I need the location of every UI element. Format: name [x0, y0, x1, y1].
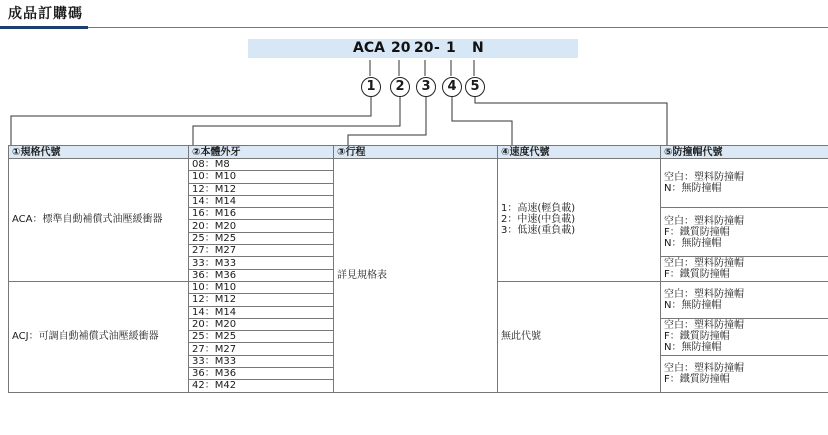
code-dash: - [434, 40, 440, 56]
marker-1: 1 [361, 77, 381, 97]
thread-cell: 10：M10 [189, 171, 334, 183]
thread-cell: 12：M12 [189, 294, 334, 306]
acj-cap-group-2: 空白：塑料防撞帽 F：鐵質防撞帽 N：無防撞帽 [661, 318, 828, 355]
stroke-cell: 詳見規格表 [334, 159, 498, 393]
aca-speed-cell: 1：高速(輕負載) 2：中速(中負載) 3：低速(重負載) [498, 159, 661, 282]
acj-cap-group-1: 空白：塑料防撞帽 N：無防撞帽 [661, 281, 828, 318]
thread-cell: 16：M16 [189, 208, 334, 220]
table-header-row [9, 146, 828, 159]
marker-2: 2 [390, 77, 410, 97]
header-thread: ②本體外牙 [189, 146, 334, 159]
thread-cell: 33：M33 [189, 257, 334, 269]
header-cap-code: ⑤防撞帽代號 [661, 146, 828, 159]
aca-cap-group-1: 空白：塑料防撞帽 N：無防撞帽 [661, 159, 828, 208]
marker-5: 5 [465, 77, 485, 97]
code-thread: 20 [391, 40, 411, 56]
code-speed: 1 [446, 40, 456, 56]
thread-cell: 36：M36 [189, 368, 334, 380]
marker-4: 4 [442, 77, 462, 97]
thread-cell: 25：M25 [189, 331, 334, 343]
thread-cell: 14：M14 [189, 195, 334, 207]
thread-cell: 27：M27 [189, 245, 334, 257]
thread-cell: 10：M10 [189, 281, 334, 293]
aca-cap-group-2: 空白：塑料防撞帽 F：鐵質防撞帽 N：無防撞帽 [661, 208, 828, 257]
aca-cap-group-3: 空白：塑料防撞帽 F：鐵質防撞帽 [661, 257, 828, 282]
code-series: ACA [353, 40, 385, 56]
thread-cell: 27：M27 [189, 343, 334, 355]
acj-speed-cell: 無此代號 [498, 281, 661, 392]
connector-lines [0, 0, 828, 150]
thread-cell: 20：M20 [189, 220, 334, 232]
header-speed-code: ④速度代號 [498, 146, 661, 159]
thread-cell: 36：M36 [189, 269, 334, 281]
code-stroke: 20 [414, 40, 434, 56]
thread-cell: 25：M25 [189, 232, 334, 244]
page-title: 成品訂購碼 [8, 6, 83, 22]
table-row [9, 159, 828, 171]
thread-cell: 08：M8 [189, 159, 334, 171]
order-code-table [8, 145, 828, 393]
header-stroke: ③行程 [334, 146, 498, 159]
acj-cap-group-3: 空白：塑料防撞帽 F：鐵質防撞帽 [661, 355, 828, 392]
thread-cell: 20：M20 [189, 318, 334, 330]
thread-cell: 14：M14 [189, 306, 334, 318]
code-cap: N [472, 40, 484, 56]
acj-label: ACJ：可調自動補償式油壓緩衝器 [9, 281, 189, 392]
marker-3: 3 [416, 77, 436, 97]
thread-cell: 33：M33 [189, 355, 334, 367]
thread-cell: 12：M12 [189, 183, 334, 195]
thread-cell: 42：M42 [189, 380, 334, 392]
header-spec-code: ①規格代號 [9, 146, 189, 159]
aca-label: ACA：標準自動補償式油壓緩衝器 [9, 159, 189, 282]
